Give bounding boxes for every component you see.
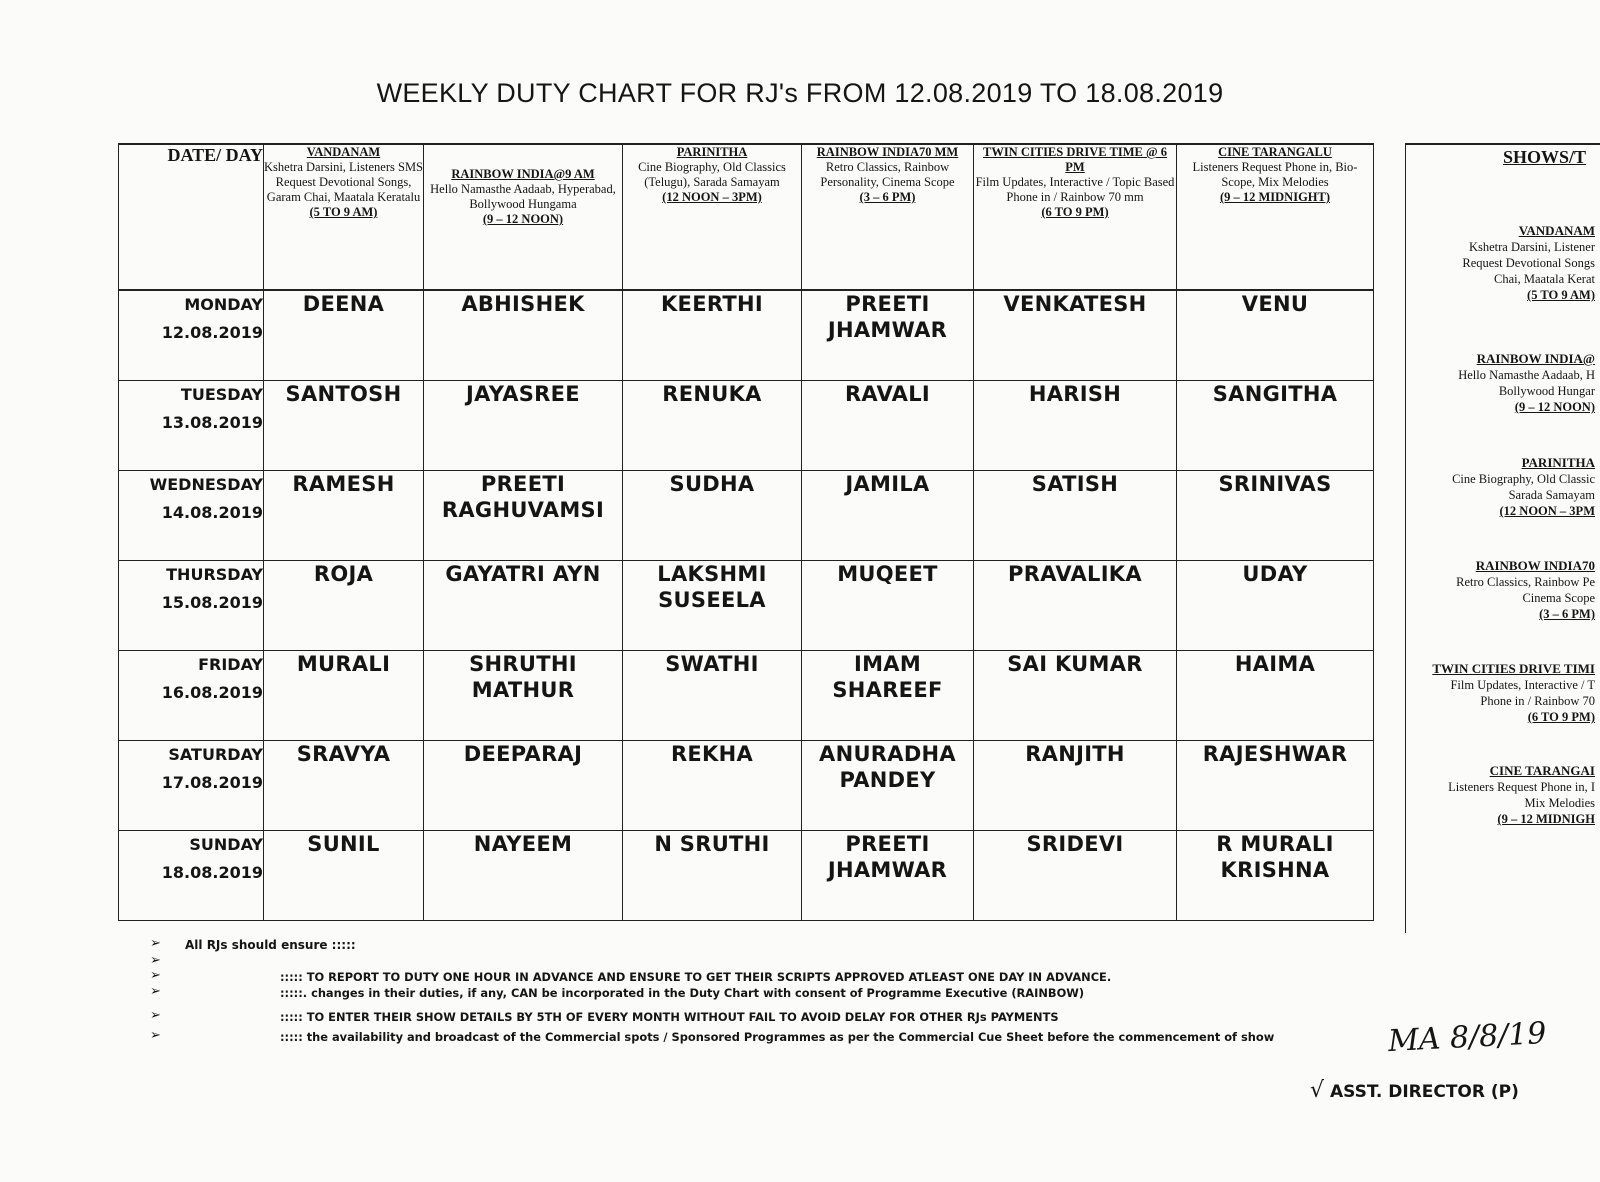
rj-cell: SUDHA xyxy=(623,471,802,561)
rj-cell: PRAVALIKA xyxy=(974,561,1177,651)
rj-cell: SANGITHA xyxy=(1177,381,1374,471)
bullet-arrow: ➢ xyxy=(150,968,161,983)
note-item: ::::: TO ENTER THEIR SHOW DETAILS BY 5TH OF EVERY MONTH WITHOUT FAIL TO AVOID DELAY FOR OTHER RJs PAYMENTS xyxy=(280,1010,1059,1024)
show-time: (12 NOON – 3PM) xyxy=(662,190,762,204)
bullet-arrow: ➢ xyxy=(150,984,161,999)
rj-cell: MUQEET xyxy=(802,561,974,651)
tick-mark: √ xyxy=(1310,1078,1325,1103)
rj-cell: HAIMA xyxy=(1177,651,1374,741)
bullet-arrow: ➢ xyxy=(150,936,161,951)
show-time: (3 – 6 PM) xyxy=(859,190,916,204)
day-date-cell xyxy=(119,381,264,471)
side-show-desc-line: Request Devotional Songs xyxy=(1462,256,1595,270)
show-desc: Cine Biography, Old Classics (Telugu), Sarada Samayam xyxy=(638,160,786,189)
show-time: (6 TO 9 PM) xyxy=(1041,205,1109,219)
rj-cell: RENUKA xyxy=(623,381,802,471)
side-show-block xyxy=(1405,558,1595,622)
rj-cell: ANURADHA PANDEY xyxy=(802,741,974,831)
day-name: TUESDAY xyxy=(180,385,263,404)
side-show-time: (9 – 12 NOON) xyxy=(1514,400,1595,414)
side-show-desc-line: Bollywood Hungar xyxy=(1498,384,1595,398)
day-date: 17.08.2019 xyxy=(161,773,263,792)
note-item: :::::. changes in their duties, if any, CAN be incorporated in the Duty Chart with consent of Programme Executive (RAINBOW) xyxy=(280,986,1085,1000)
rj-cell: JAYASREE xyxy=(424,381,623,471)
day-date-cell xyxy=(119,290,264,381)
rj-cell: SATISH xyxy=(974,471,1177,561)
side-panel-title: SHOWS/T xyxy=(1503,147,1587,167)
side-show-desc-line: Cine Biography, Old Classic xyxy=(1452,472,1595,486)
day-name: SATURDAY xyxy=(168,745,263,764)
show-name: PARINITHA xyxy=(676,145,748,159)
note-item: ::::: the availability and broadcast of the Commercial spots / Sponsored Programmes as per the Commercial Cue Sheet before the commencement of show xyxy=(280,1030,1275,1044)
date-day-header: DATE/ DAY xyxy=(119,144,264,290)
side-show-name: VANDANAM xyxy=(1518,223,1595,238)
table-row xyxy=(119,831,1374,921)
rj-cell: RAJESHWAR xyxy=(1177,741,1374,831)
rj-cell: ABHISHEK xyxy=(424,290,623,381)
rj-cell: SRAVYA xyxy=(264,741,424,831)
show-header-vandanam xyxy=(264,144,424,290)
side-show-desc-line: Sarada Samayam xyxy=(1508,488,1595,502)
rj-cell: IMAM SHAREEF xyxy=(802,651,974,741)
side-show-block xyxy=(1405,223,1595,303)
side-show-block xyxy=(1405,455,1595,519)
side-show-desc-line: Cinema Scope xyxy=(1522,591,1595,605)
rj-cell: UDAY xyxy=(1177,561,1374,651)
rj-cell: LAKSHMI SUSEELA xyxy=(623,561,802,651)
show-header-twin-cities xyxy=(974,144,1177,290)
signatory-designation xyxy=(1310,1078,1519,1103)
side-show-block xyxy=(1405,661,1595,725)
side-show-desc-line: Retro Classics, Rainbow Pe xyxy=(1456,575,1595,589)
rj-cell: REKHA xyxy=(623,741,802,831)
rj-cell: PREETI RAGHUVAMSI xyxy=(424,471,623,561)
handwritten-signature: MA 8/8/19 xyxy=(1387,1015,1548,1060)
side-show-desc-line: Hello Namasthe Aadaab, H xyxy=(1458,368,1595,382)
show-header-rainbow-india-9am xyxy=(424,144,623,290)
table-row xyxy=(119,381,1374,471)
rj-cell: SRINIVAS xyxy=(1177,471,1374,561)
rj-cell: SHRUTHI MATHUR xyxy=(424,651,623,741)
rj-cell: NAYEEM xyxy=(424,831,623,921)
rj-cell: HARISH xyxy=(974,381,1177,471)
rj-cell: DEENA xyxy=(264,290,424,381)
side-show-desc-line: Film Updates, Interactive / T xyxy=(1450,678,1595,692)
day-date: 15.08.2019 xyxy=(161,593,263,612)
table-row xyxy=(119,561,1374,651)
show-header-cine-tarangalu xyxy=(1177,144,1374,290)
show-name: RAINBOW INDIA70 MM xyxy=(816,145,959,159)
rj-cell: N SRUTHI xyxy=(623,831,802,921)
rj-cell: JAMILA xyxy=(802,471,974,561)
show-name: TWIN CITIES DRIVE TIME @ 6 PM xyxy=(982,145,1167,174)
day-date: 18.08.2019 xyxy=(161,863,263,882)
designation-text: ASST. DIRECTOR (P) xyxy=(1329,1082,1519,1102)
show-desc: Listeners Request Phone in, Bio-Scope, Mix Melodies xyxy=(1192,160,1358,189)
rj-cell: SAI KUMAR xyxy=(974,651,1177,741)
show-time: (9 – 12 NOON) xyxy=(482,212,564,226)
table-row xyxy=(119,741,1374,831)
show-name: VANDANAM xyxy=(306,145,381,159)
show-time: (9 – 12 MIDNIGHT) xyxy=(1219,190,1331,204)
day-date: 14.08.2019 xyxy=(161,503,263,522)
side-show-block xyxy=(1405,763,1595,827)
side-show-desc-line: Listeners Request Phone in, I xyxy=(1448,780,1595,794)
side-show-name: TWIN CITIES DRIVE TIMI xyxy=(1432,661,1595,676)
rj-cell: SANTOSH xyxy=(264,381,424,471)
rj-cell: SRIDEVI xyxy=(974,831,1177,921)
bullet-arrow-empty: ➢ xyxy=(150,953,161,968)
duty-chart-table xyxy=(118,143,1374,921)
day-date-cell xyxy=(119,831,264,921)
page-title: WEEKLY DUTY CHART FOR RJ's FROM 12.08.2019 TO 18.08.2019 xyxy=(376,78,1224,108)
side-show-time: (6 TO 9 PM) xyxy=(1527,710,1595,724)
show-name: RAINBOW INDIA@9 AM xyxy=(451,167,595,181)
day-date-cell xyxy=(119,741,264,831)
show-desc: Retro Classics, Rainbow Personality, Cinema Scope xyxy=(820,160,955,189)
side-show-time: (9 – 12 MIDNIGH xyxy=(1497,812,1595,826)
table-row xyxy=(119,651,1374,741)
rj-cell: PREETI JHAMWAR xyxy=(802,831,974,921)
table-row xyxy=(119,290,1374,381)
rj-cell: ROJA xyxy=(264,561,424,651)
side-show-desc-line: Phone in / Rainbow 70 xyxy=(1480,694,1595,708)
show-time: (5 TO 9 AM) xyxy=(309,205,378,219)
day-name: WEDNESDAY xyxy=(149,475,263,494)
day-date-cell xyxy=(119,471,264,561)
rj-cell: DEEPARAJ xyxy=(424,741,623,831)
day-name: THURSDAY xyxy=(166,565,263,584)
side-show-desc-line: Kshetra Darsini, Listener xyxy=(1468,240,1595,254)
show-desc: Hello Namasthe Aadaab, Hyperabad, Bollywood Hungama xyxy=(430,182,616,211)
side-show-name: RAINBOW INDIA70 xyxy=(1475,558,1595,573)
rj-cell: VENU xyxy=(1177,290,1374,381)
show-header-parinitha xyxy=(623,144,802,290)
day-name: MONDAY xyxy=(184,295,263,314)
side-show-name: PARINITHA xyxy=(1521,455,1595,470)
side-show-time: (3 – 6 PM) xyxy=(1539,607,1595,621)
day-name: FRIDAY xyxy=(198,655,263,674)
rj-cell: SWATHI xyxy=(623,651,802,741)
rj-cell: RANJITH xyxy=(974,741,1177,831)
day-date: 16.08.2019 xyxy=(161,683,263,702)
header-row xyxy=(119,144,1374,290)
rj-cell: MURALI xyxy=(264,651,424,741)
day-date-cell xyxy=(119,651,264,741)
side-show-desc-line: Mix Melodies xyxy=(1524,796,1595,810)
table-row xyxy=(119,471,1374,561)
side-panel-shows xyxy=(1405,143,1600,933)
show-desc: Film Updates, Interactive / Topic Based Phone in / Rainbow 70 mm xyxy=(975,175,1175,204)
show-desc: Kshetra Darsini, Listeners SMS Request Devotional Songs, Garam Chai, Maatala Keratalu xyxy=(264,160,424,204)
rj-cell: R MURALI KRISHNA xyxy=(1177,831,1374,921)
side-show-name: CINE TARANGAI xyxy=(1489,763,1595,778)
side-show-desc-line: Chai, Maatala Kerat xyxy=(1494,272,1595,286)
side-show-name: RAINBOW INDIA@ xyxy=(1476,351,1595,366)
rj-cell: GAYATRI AYN xyxy=(424,561,623,651)
side-show-time: (12 NOON – 3PM xyxy=(1499,504,1595,518)
day-date: 13.08.2019 xyxy=(161,413,263,432)
notes-intro: All RJs should ensure ::::: xyxy=(185,938,356,952)
side-show-time: (5 TO 9 AM) xyxy=(1527,288,1595,302)
show-name: CINE TARANGALU xyxy=(1218,145,1332,159)
rj-cell: SUNIL xyxy=(264,831,424,921)
rj-cell: KEERTHI xyxy=(623,290,802,381)
day-date: 12.08.2019 xyxy=(161,323,263,342)
rj-cell: RAMESH xyxy=(264,471,424,561)
side-show-block xyxy=(1405,351,1595,415)
bullet-arrow: ➢ xyxy=(150,1028,161,1043)
note-item: ::::: TO REPORT TO DUTY ONE HOUR IN ADVANCE AND ENSURE TO GET THEIR SCRIPTS APPROVED ATLEAST ONE DAY IN ADVANCE. xyxy=(280,970,1112,984)
rj-cell: RAVALI xyxy=(802,381,974,471)
day-date-cell xyxy=(119,561,264,651)
day-name: SUNDAY xyxy=(189,835,263,854)
show-header-rainbow-india-70mm xyxy=(802,144,974,290)
rj-cell: VENKATESH xyxy=(974,290,1177,381)
bullet-arrow: ➢ xyxy=(150,1008,161,1023)
rj-cell: PREETI JHAMWAR xyxy=(802,290,974,381)
